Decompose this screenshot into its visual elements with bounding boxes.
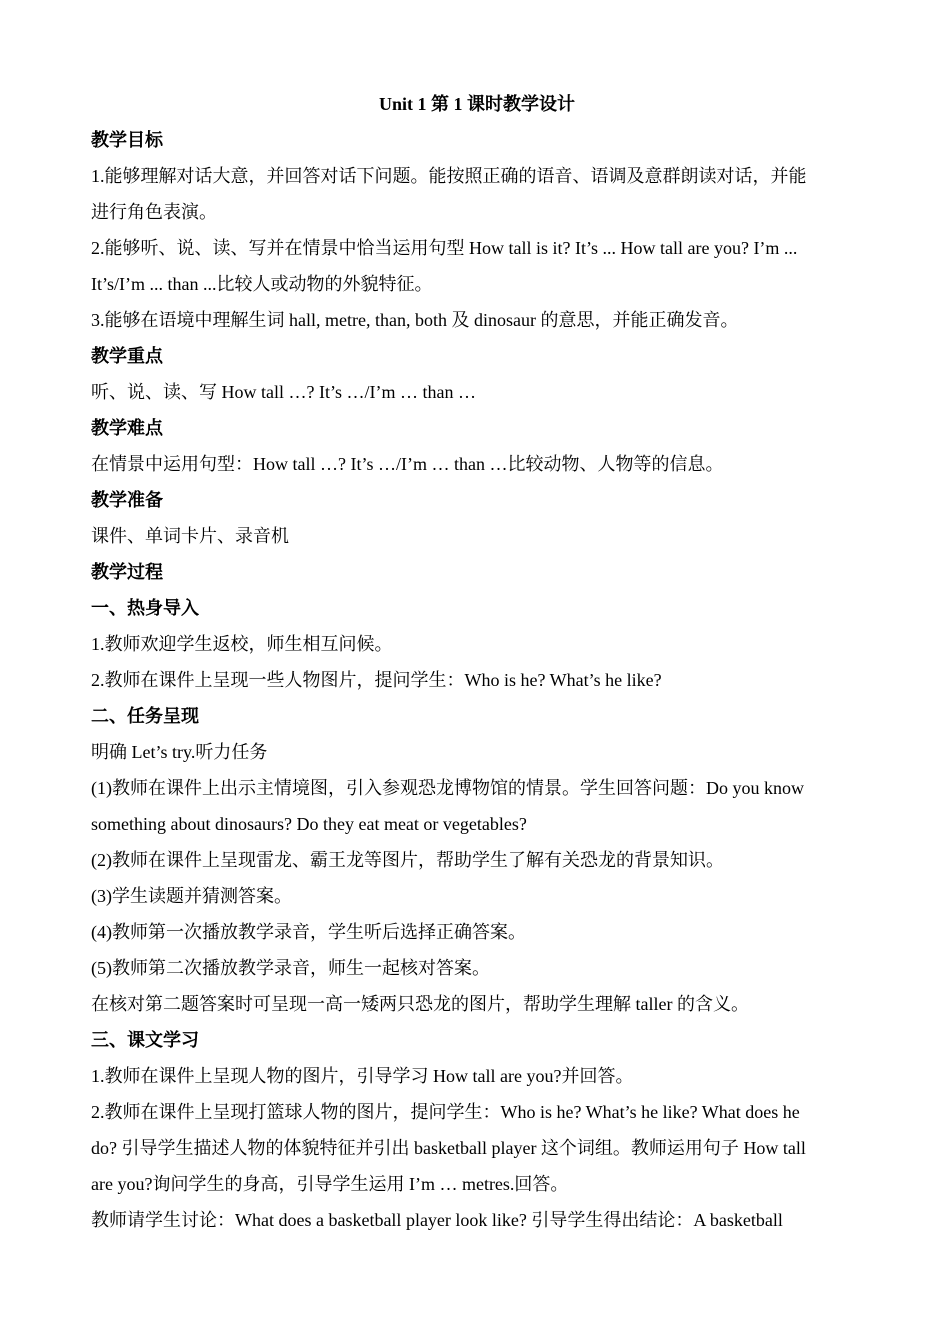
section-heading: 教学难点 — [91, 418, 163, 438]
section-heading: 二、任务呈现 — [91, 706, 199, 726]
paragraph-line: 明确 Let’s try.听力任务 — [91, 742, 268, 762]
paragraph-line: (5)教师第二次播放教学录音，师生一起核对答案。 — [91, 958, 490, 978]
paragraph-line: 3.能够在语境中理解生词 hall, metre, than, both 及 dinosaur 的意思，并能正确发音。 — [91, 310, 739, 330]
paragraph-line: 在情景中运用句型：How tall …? It’s …/I’m … than …比较动物、人物等的信息。 — [91, 454, 724, 474]
section-heading: 三、课文学习 — [91, 1030, 199, 1050]
section-heading: 教学重点 — [91, 346, 163, 366]
paragraph-line: 在核对第二题答案时可呈现一高一矮两只恐龙的图片，帮助学生理解 taller 的含义。 — [91, 994, 749, 1014]
paragraph-line: (3)学生读题并猜测答案。 — [91, 886, 292, 906]
paragraph-line: 进行角色表演。 — [91, 202, 217, 222]
paragraph-line: 2.教师在课件上呈现打篮球人物的图片，提问学生：Who is he? What’s he like? What does he — [91, 1102, 800, 1122]
paragraph-line: something about dinosaurs? Do they eat meat or vegetables? — [91, 814, 527, 834]
paragraph-line: (1)教师在课件上出示主情境图，引入参观恐龙博物馆的情景。学生回答问题：Do you know — [91, 778, 804, 798]
section-heading: 教学准备 — [91, 490, 163, 510]
section-heading: 教学过程 — [91, 562, 163, 582]
paragraph-line: 1.教师欢迎学生返校，师生相互问候。 — [91, 634, 393, 654]
document-body — [91, 86, 863, 1238]
paragraph-line: are you?询问学生的身高，引导学生运用 I’m … metres.回答。 — [91, 1174, 569, 1194]
document-lines — [91, 122, 863, 1238]
document-title: Unit 1 第 1 课时教学设计 — [378, 94, 575, 114]
paragraph-line: 课件、单词卡片、录音机 — [91, 526, 289, 546]
paragraph-line: 2.教师在课件上呈现一些人物图片，提问学生：Who is he? What’s he like? — [91, 670, 662, 690]
paragraph-line: 1.能够理解对话大意，并回答对话下问题。能按照正确的语音、语调及意群朗读对话，并能 — [91, 166, 807, 186]
paragraph-line: It’s/I’m ... than ...比较人或动物的外貌特征。 — [91, 274, 433, 294]
paragraph-line: (2)教师在课件上呈现雷龙、霸王龙等图片，帮助学生了解有关恐龙的背景知识。 — [91, 850, 724, 870]
paragraph-line: (4)教师第一次播放教学录音，学生听后选择正确答案。 — [91, 922, 526, 942]
section-heading: 一、热身导入 — [91, 598, 199, 618]
section-heading: 教学目标 — [91, 130, 163, 150]
paragraph-line: 2.能够听、说、读、写并在情景中恰当运用句型 How tall is it? It’s ... How tall are you? I’m ... — [91, 238, 798, 258]
paragraph-line: 听、说、读、写 How tall …? It’s …/I’m … than … — [91, 382, 476, 402]
paragraph-line: 1.教师在课件上呈现人物的图片，引导学习 How tall are you?并回答。 — [91, 1066, 634, 1086]
paragraph-line: 教师请学生讨论：What does a basketball player look like? 引导学生得出结论：A basketball — [91, 1210, 783, 1230]
paragraph-line: do? 引导学生描述人物的体貌特征并引出 basketball player 这个词组。教师运用句子 How tall — [91, 1138, 806, 1158]
